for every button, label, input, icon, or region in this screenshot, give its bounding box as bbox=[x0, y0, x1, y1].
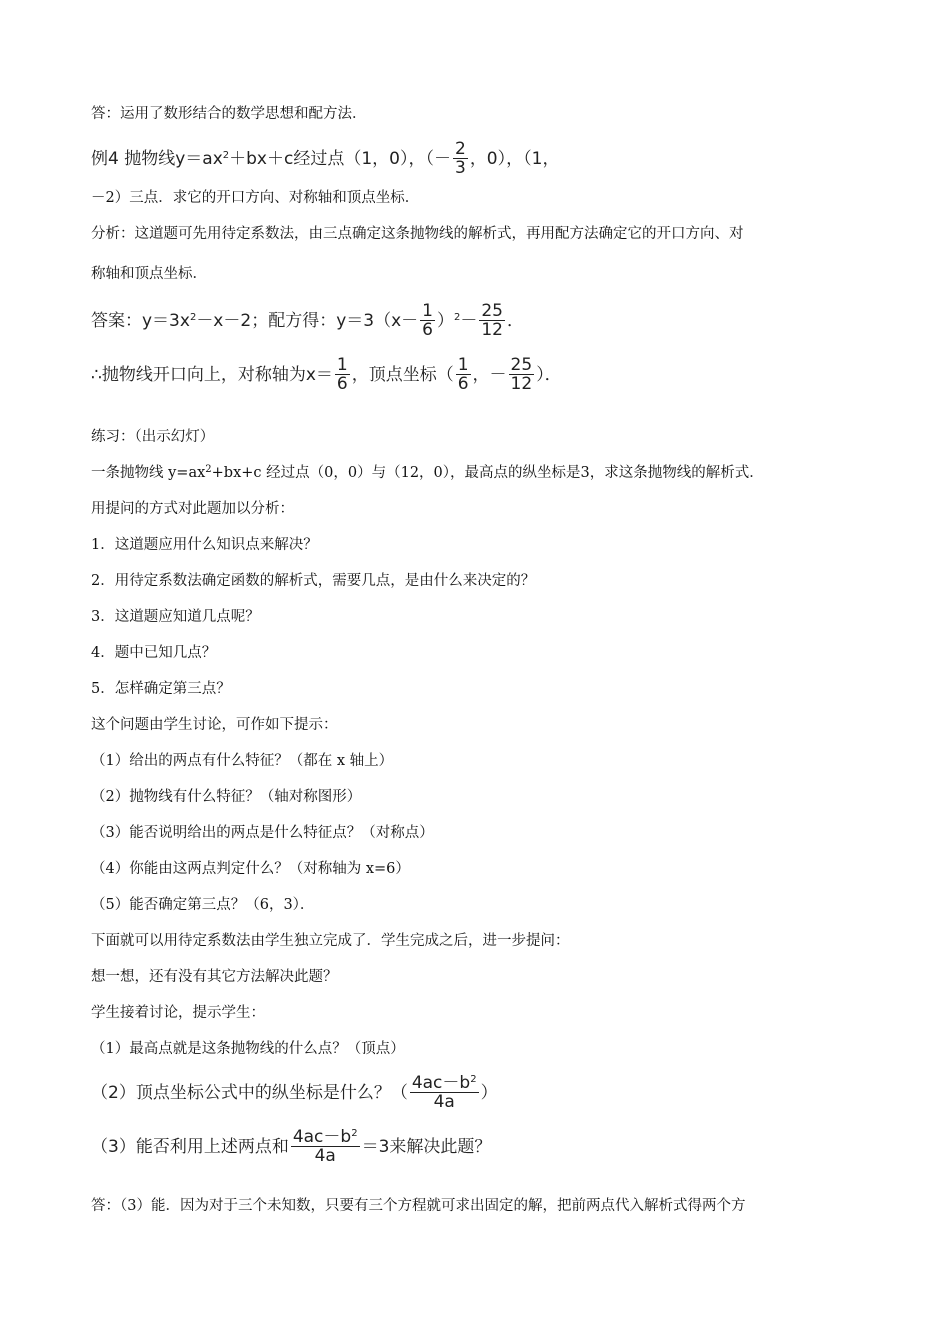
answer-exp-1: 2 bbox=[189, 311, 197, 323]
text-line: 用提问的方式对此题加以分析： bbox=[91, 501, 294, 517]
text-line: （3）能否说明给出的两点是什么特征点？（对称点） bbox=[91, 825, 434, 841]
answer-exp-2: 2 bbox=[453, 311, 461, 323]
q3-part-1: （3）能否利用上述两点和 bbox=[91, 1136, 289, 1157]
therefore-line bbox=[91, 356, 562, 393]
q3-num-text: 4ac－b bbox=[292, 1127, 352, 1147]
therefore-part-4: ）． bbox=[536, 364, 562, 385]
example-4-statement bbox=[91, 140, 559, 177]
q2-part-1: （2）顶点坐标公式中的纵坐标是什么？（ bbox=[91, 1082, 408, 1103]
practice-q-part-1: 一条抛物线 y=ax bbox=[91, 465, 206, 481]
answer-f2-num: 25 bbox=[481, 301, 503, 321]
therefore-fraction-2 bbox=[456, 356, 471, 393]
ex4-tail: ，0），（1， bbox=[469, 148, 560, 169]
text-line: （1）最高点就是这条抛物线的什么点？（顶点） bbox=[91, 1041, 405, 1057]
answer-part-1: 答案：y＝3x bbox=[91, 310, 190, 331]
therefore-f3-den: 12 bbox=[510, 374, 533, 394]
text-line: （1）给出的两点有什么特征？（都在 x 轴上） bbox=[91, 753, 394, 769]
ex4-prefix: 例4 抛物线y＝ax bbox=[91, 148, 223, 169]
answer-f1-num: 1 bbox=[422, 301, 433, 321]
text-line: 2．用待定系数法确定函数的解析式，需要几点，是由什么来决定的？ bbox=[91, 573, 536, 589]
text-line: 4．题中已知几点？ bbox=[91, 645, 217, 661]
answer-line-method: 答：运用了数形结合的数学思想和配方法． bbox=[91, 106, 367, 122]
answer-part-3: ） bbox=[436, 310, 454, 331]
q2-fraction bbox=[410, 1074, 479, 1111]
answer-part-2: －x－2；配方得：y＝3（x－ bbox=[196, 310, 419, 331]
ex4-exponent: 2 bbox=[222, 149, 230, 161]
answer-part-4: － bbox=[460, 310, 478, 331]
text-line: 3．这道题应知道几点呢？ bbox=[91, 609, 260, 625]
analysis-line-2: 称轴和顶点坐标． bbox=[91, 266, 207, 282]
ex4-frac-num: 2 bbox=[454, 139, 466, 159]
q3-num-exp: 2 bbox=[351, 1128, 358, 1139]
text-line: 想一想，还有没有其它方法解决此题？ bbox=[91, 969, 338, 985]
text-line: 5．怎样确定第三点？ bbox=[91, 681, 231, 697]
analysis-line-1: 分析：这道题可先用待定系数法，由三点确定这条抛物线的解析式，再用配方法确定它的开口方向、对 bbox=[91, 226, 744, 242]
q3-frac-num bbox=[291, 1128, 360, 1147]
practice-q-part-2: +bx+c 经过点（0，0）与（12，0），最高点的纵坐标是3，求这条抛物线的解析式． bbox=[211, 465, 764, 481]
q2-num-exp: 2 bbox=[470, 1074, 477, 1085]
therefore-part-1: ∴抛物线开口向上，对称轴为x＝ bbox=[91, 364, 333, 385]
answer-f1-den: 6 bbox=[422, 320, 433, 340]
ex4-fraction bbox=[453, 140, 468, 177]
therefore-f1-num: 1 bbox=[336, 355, 348, 375]
therefore-f3-num: 25 bbox=[510, 355, 533, 375]
q3-part-2: ＝3来解决此题？ bbox=[361, 1136, 492, 1157]
therefore-fraction-1 bbox=[335, 356, 350, 393]
answer-fraction-2 bbox=[479, 302, 505, 339]
q3-frac-den: 4a bbox=[314, 1146, 336, 1166]
q2-frac-den: 4a bbox=[433, 1092, 455, 1112]
therefore-fraction-3 bbox=[509, 356, 535, 393]
answer-f2-den: 12 bbox=[481, 320, 503, 340]
text-line: （5）能否确定第三点？（6，3）． bbox=[91, 897, 315, 913]
q2-part-2: ） bbox=[480, 1082, 498, 1103]
text-line: （2）抛物线有什么特征？（轴对称图形） bbox=[91, 789, 362, 805]
example-4-continued: －2）三点．求它的开口方向、对称轴和顶点坐标． bbox=[91, 190, 420, 206]
text-line: 下面就可以用待定系数法由学生独立完成了．学生完成之后，进一步提问： bbox=[91, 933, 570, 949]
ex4-frac-den: 3 bbox=[454, 158, 466, 178]
practice-q-exp: 2 bbox=[205, 464, 212, 475]
answer-fraction-1 bbox=[420, 302, 435, 339]
text-line: （4）你能由这两点判定什么？（对称轴为 x=6） bbox=[91, 861, 410, 877]
q2-frac-num bbox=[410, 1074, 479, 1093]
therefore-f1-den: 6 bbox=[336, 374, 348, 394]
question-3-formula bbox=[91, 1128, 491, 1165]
answer-equation bbox=[91, 302, 524, 339]
practice-title: 练习：（出示幻灯） bbox=[91, 429, 215, 445]
therefore-f2-num: 1 bbox=[457, 355, 469, 375]
q2-num-text: 4ac－b bbox=[411, 1073, 471, 1093]
text-line: 1．这道题应用什么知识点来解决？ bbox=[91, 537, 318, 553]
q3-fraction bbox=[291, 1128, 360, 1165]
therefore-part-2: ，顶点坐标（ bbox=[351, 364, 454, 385]
therefore-f2-den: 6 bbox=[457, 374, 469, 394]
text-line: 学生接着讨论，提示学生： bbox=[91, 1005, 265, 1021]
ex4-mid: ＋bx＋c经过点（1，0），（－ bbox=[229, 148, 451, 169]
question-2-vertex-formula bbox=[91, 1074, 498, 1111]
practice-question bbox=[91, 463, 764, 483]
answer-part-5: ． bbox=[506, 310, 524, 331]
text-line: 这个问题由学生讨论，可作如下提示： bbox=[91, 717, 338, 733]
therefore-part-3: ，－ bbox=[472, 364, 507, 385]
final-answer-line: 答：（3）能．因为对于三个未知数，只要有三个方程就可求出固定的解，把前两点代入解析式得两个方 bbox=[91, 1198, 746, 1214]
